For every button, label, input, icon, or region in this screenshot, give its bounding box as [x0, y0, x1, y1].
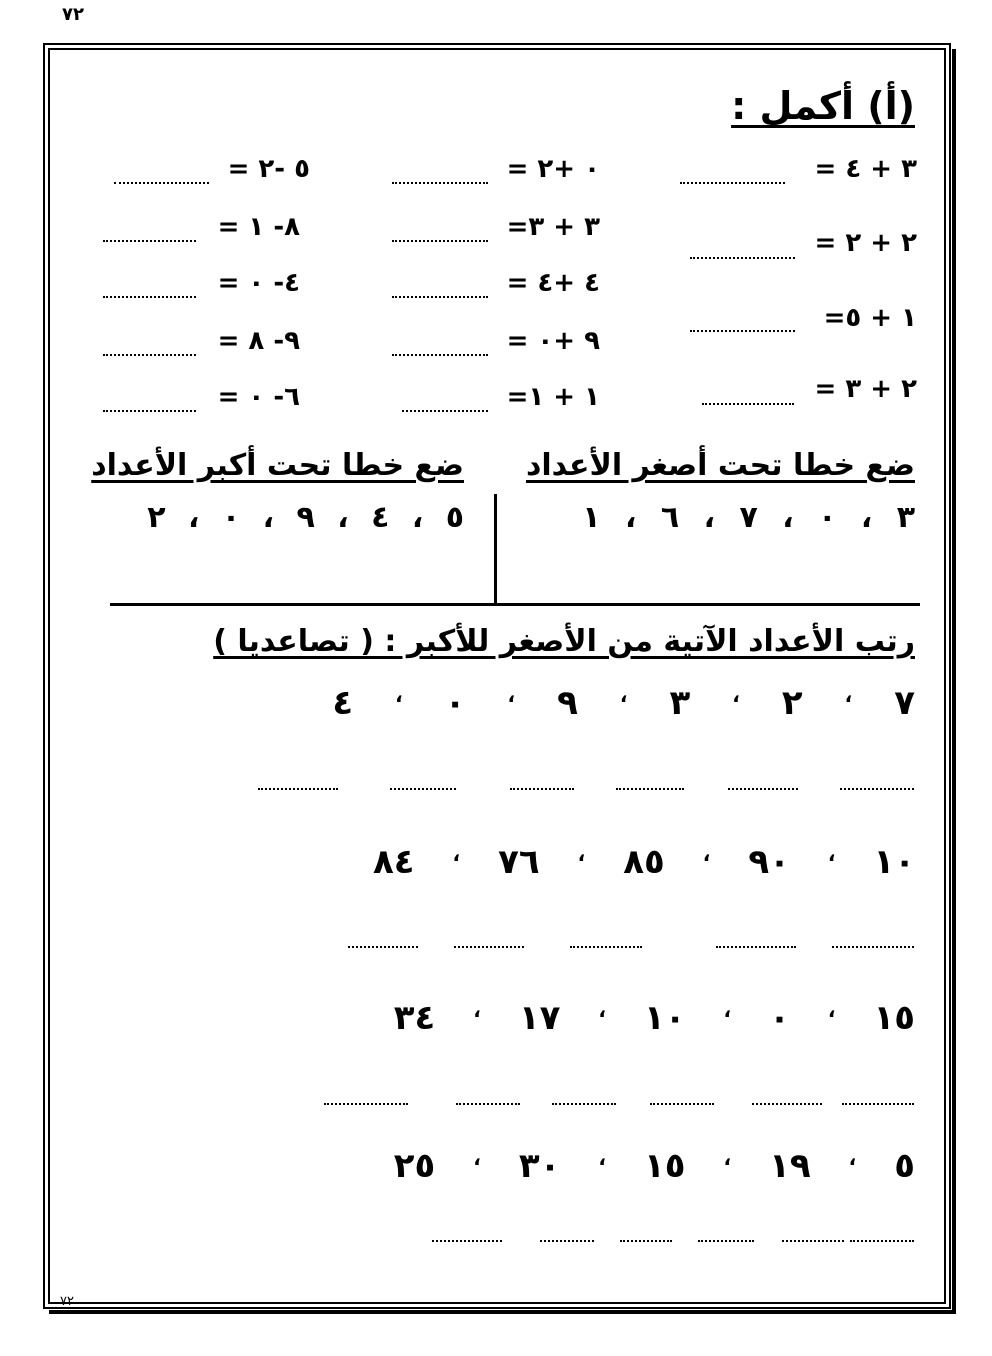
separator: ،	[848, 1146, 857, 1170]
number-set	[394, 1146, 915, 1186]
answer-blank[interactable]	[103, 296, 196, 298]
section-divider	[110, 603, 920, 606]
number: ٨٥	[623, 842, 665, 882]
largest-numbers[interactable]: ٥ ، ٤ ، ٩ ، ٠ ، ٢	[147, 500, 464, 535]
number: ١٥	[873, 998, 915, 1038]
answer-blank[interactable]	[616, 788, 684, 790]
equation: ٩ +٠ =	[506, 326, 600, 356]
answer-blank[interactable]	[456, 1103, 520, 1105]
smallest-numbers[interactable]: ٣ ، ٠ ، ٧ ، ٦ ، ١	[582, 500, 915, 535]
section-a-title: (أ) أكمل :	[731, 84, 915, 128]
equation: ١ + ٥=	[823, 303, 917, 333]
separator: ،	[702, 842, 711, 866]
answer-blank[interactable]	[698, 1240, 754, 1242]
page-frame-inner	[48, 48, 946, 1304]
number: ١٧	[518, 998, 561, 1038]
largest-heading: ضع خطا تحت أكبر الأعداد	[91, 448, 464, 483]
number: ٢	[781, 683, 803, 723]
equation: ٩- ٨ =	[217, 326, 300, 356]
separator: ،	[827, 998, 836, 1022]
number: ١٠	[873, 842, 915, 882]
answer-blank[interactable]	[680, 182, 785, 184]
separator: ،	[395, 683, 403, 707]
number: ١٠	[643, 998, 686, 1038]
equation: ٢ + ٢ =	[814, 228, 917, 258]
equation: ٦- ٠ =	[217, 382, 300, 412]
answer-blank[interactable]	[752, 1103, 822, 1105]
answer-blank[interactable]	[690, 330, 795, 332]
number: ٧٦	[498, 842, 540, 882]
answer-blank[interactable]	[348, 946, 418, 948]
answer-blank[interactable]	[392, 182, 488, 184]
answer-blank[interactable]	[552, 1103, 616, 1105]
number: ٠	[769, 998, 790, 1038]
page-number-top: ٧٢	[62, 4, 84, 25]
separator: ،	[827, 842, 836, 866]
equation: ٠ +٢ =	[506, 154, 600, 184]
answer-blank[interactable]	[650, 1103, 714, 1105]
number-set	[332, 683, 915, 723]
separator: ،	[732, 683, 740, 707]
answer-blank[interactable]	[782, 1240, 844, 1242]
number: ٣	[669, 683, 691, 723]
separator: ،	[473, 1146, 481, 1170]
answer-blank[interactable]	[103, 410, 196, 412]
number: ٥	[894, 1146, 915, 1186]
number: ١٩	[769, 1146, 811, 1186]
answer-blank[interactable]	[454, 946, 524, 948]
answer-blank[interactable]	[570, 946, 642, 948]
answer-blank[interactable]	[832, 946, 914, 948]
smallest-heading: ضع خطا تحت أصغر الأعداد	[525, 448, 915, 483]
separator: ،	[598, 1146, 606, 1170]
answer-blank[interactable]	[432, 1240, 502, 1242]
answer-blank[interactable]	[402, 410, 488, 412]
number: ٧	[894, 683, 915, 723]
equation: ٢ + ٣ =	[814, 374, 917, 404]
equation: ٣ + ٣=	[506, 212, 600, 242]
column-divider	[494, 494, 497, 605]
answer-blank[interactable]	[620, 1240, 672, 1242]
answer-blank[interactable]	[258, 788, 338, 790]
answer-blank[interactable]	[114, 182, 209, 184]
equation: ٤ +٤ =	[506, 268, 600, 298]
answer-blank[interactable]	[540, 1240, 594, 1242]
answer-blank[interactable]	[392, 296, 488, 298]
equation: ٣ + ٤ =	[814, 154, 917, 184]
number: ٢٥	[393, 1146, 436, 1186]
separator: ،	[723, 998, 732, 1022]
separator: ،	[844, 683, 853, 707]
answer-blank[interactable]	[103, 354, 196, 356]
separator: ،	[452, 842, 461, 866]
answer-blank[interactable]	[324, 1103, 408, 1105]
equation: ٨- ١ =	[217, 212, 300, 242]
answer-blank[interactable]	[702, 403, 794, 405]
answer-blank[interactable]	[850, 1240, 914, 1242]
separator: ،	[598, 998, 606, 1022]
number: ٩	[557, 683, 578, 723]
answer-blank[interactable]	[390, 788, 456, 790]
separator: ،	[577, 842, 586, 866]
number: ٤	[332, 683, 354, 723]
separator: ،	[507, 683, 516, 707]
page-number-bottom: ٧٢	[60, 1294, 74, 1309]
number: ٨٤	[372, 842, 415, 882]
answer-blank[interactable]	[840, 788, 914, 790]
number: ٠	[444, 683, 466, 723]
order-heading: رتب الأعداد الآتية من الأصغر للأكبر : ( تصاعديا )	[213, 624, 915, 659]
number: ٣٤	[393, 998, 436, 1038]
answer-blank[interactable]	[728, 788, 798, 790]
equation: ٤- ٠ =	[217, 268, 300, 298]
answer-blank[interactable]	[392, 354, 488, 356]
answer-blank[interactable]	[842, 1103, 914, 1105]
number: ١٥	[643, 1146, 686, 1186]
separator: ،	[723, 1146, 732, 1170]
equation: ١ + ١=	[506, 382, 600, 412]
separator: ،	[473, 998, 481, 1022]
answer-blank[interactable]	[103, 240, 196, 242]
number-set	[394, 998, 915, 1038]
answer-blank[interactable]	[392, 240, 488, 242]
answer-blank[interactable]	[716, 946, 796, 948]
equation: ٥ -٢ =	[227, 154, 310, 184]
number: ٩٠	[748, 842, 790, 882]
separator: ،	[619, 683, 628, 707]
number-set	[373, 842, 915, 882]
answer-blank[interactable]	[690, 257, 795, 259]
answer-blank[interactable]	[510, 788, 574, 790]
number: ٣٠	[518, 1146, 561, 1186]
